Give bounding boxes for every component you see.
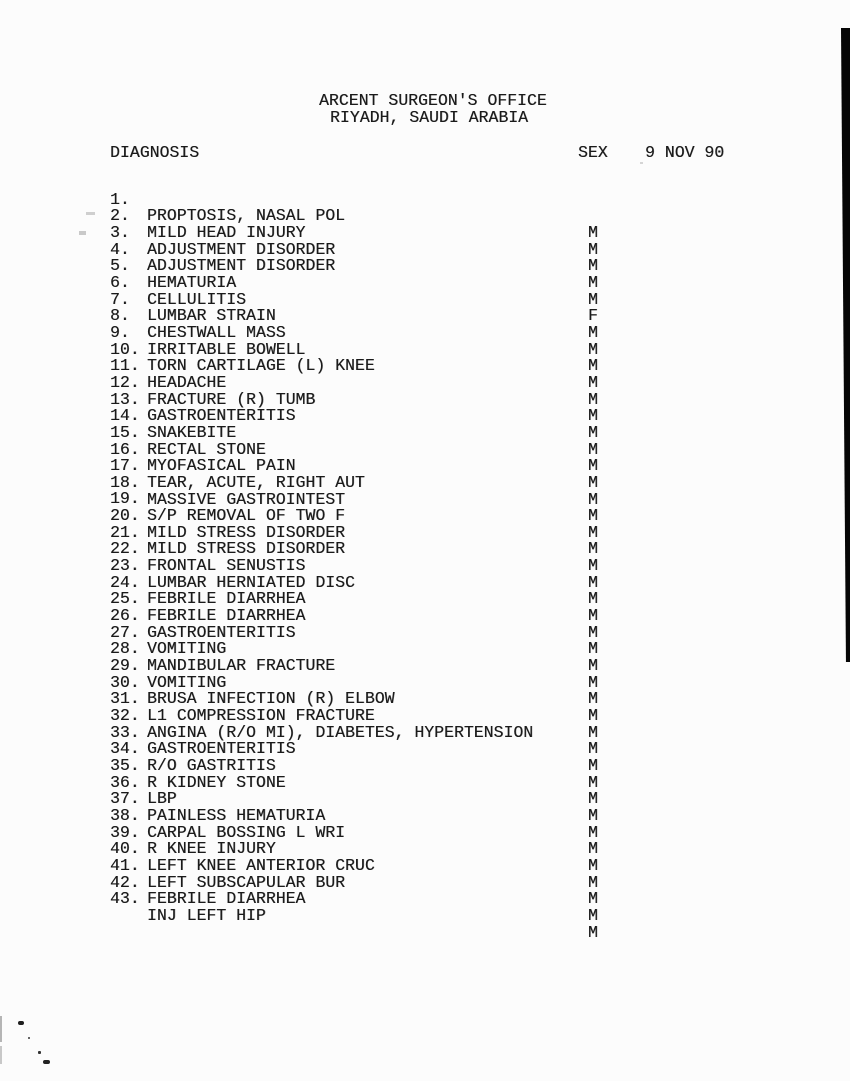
diagnosis-text: INJ LEFT HIP — [147, 905, 266, 925]
sex-value: M — [588, 389, 598, 409]
row-number: 8. — [110, 306, 130, 326]
scan-speck — [28, 1037, 30, 1039]
row-number: 35. — [110, 755, 140, 775]
sex-value: M — [588, 356, 598, 376]
sex-value: M — [588, 439, 598, 459]
row-number: 1. — [110, 189, 130, 209]
sex-value: M — [588, 472, 598, 492]
row-number: 14. — [110, 406, 140, 426]
row-number: 27. — [110, 622, 140, 642]
diagnosis-text: MILD HEAD INJURY — [147, 223, 306, 242]
row-number: 21. — [110, 522, 140, 542]
scan-artifact-bar — [841, 28, 850, 662]
diagnosis-text: ADJUSTMENT DISORDER — [147, 239, 336, 259]
sex-value: M — [588, 622, 598, 642]
sex-value: M — [588, 739, 598, 759]
diagnosis-text: LUMBAR HERNIATED DISC — [147, 572, 355, 592]
row-number: 3. — [110, 222, 130, 242]
diagnosis-text: FEBRILE DIARRHEA — [147, 889, 306, 909]
sex-value: M — [588, 256, 598, 276]
sex-value: M — [588, 722, 598, 742]
diagnosis-text: MILD STRESS DISORDER — [147, 539, 346, 559]
row-number: 10. — [110, 339, 140, 359]
row-number: 40. — [110, 839, 140, 859]
row-number: 25. — [110, 589, 140, 609]
row-number: 15. — [110, 422, 140, 442]
row-number: 7. — [110, 289, 130, 309]
sex-value: M — [588, 406, 598, 426]
diagnosis-text: ADJUSTMENT DISORDER — [147, 256, 336, 276]
row-number: 29. — [110, 656, 140, 676]
sex-value: M — [588, 822, 598, 842]
row-number: 41. — [110, 855, 140, 875]
diagnosis-text: L1 COMPRESSION FRACTURE — [147, 706, 375, 726]
row-number: 31. — [110, 689, 140, 709]
diagnosis-text: GASTROENTERITIS — [147, 406, 296, 426]
sex-value: M — [588, 522, 598, 542]
row-number: 36. — [110, 772, 140, 792]
row-number: 24. — [110, 572, 140, 592]
diagnosis-text: GASTROENTERITIS — [147, 622, 296, 642]
sex-value: M — [588, 572, 598, 592]
diagnosis-text: ANGINA (R/O MI), DIABETES, HYPERTENSION — [147, 722, 534, 742]
diagnosis-text: VOMITING — [147, 639, 227, 659]
column-header-sex: SEX — [578, 143, 608, 162]
sex-value: M — [588, 922, 598, 942]
row-number: 39. — [110, 822, 140, 842]
sex-value: M — [588, 606, 598, 626]
diagnosis-text: MILD STRESS DISORDER — [147, 522, 346, 542]
diagnosis-text: FEBRILE DIARRHEA — [147, 606, 306, 626]
row-number: 13. — [110, 389, 140, 409]
row-number: 11. — [110, 356, 140, 376]
sex-value: M — [588, 456, 598, 476]
row-number: 43. — [110, 889, 140, 909]
sex-value: M — [588, 706, 598, 726]
diagnosis-text: R/O GASTRITIS — [147, 756, 276, 775]
row-number: 26. — [110, 606, 140, 626]
diagnosis-text: S/P REMOVAL OF TWO F — [147, 506, 346, 526]
sex-value: M — [588, 789, 598, 809]
scan-speck — [0, 1016, 2, 1042]
row-number: 12. — [110, 372, 140, 392]
row-number: 37. — [110, 789, 140, 809]
sex-value: M — [588, 656, 598, 676]
row-number: 28. — [110, 639, 140, 659]
row-number: 22. — [110, 539, 140, 559]
scan-speck — [18, 1021, 24, 1025]
diagnosis-text: CELLULITIS — [147, 289, 247, 309]
scan-speck — [43, 1060, 50, 1064]
sex-value: M — [588, 339, 598, 359]
diagnosis-text: MANDIBULAR FRACTURE — [147, 656, 336, 676]
diagnosis-text: RECTAL STONE — [147, 439, 266, 459]
scan-speck — [38, 1051, 41, 1054]
doc-subtitle: RIYADH, SAUDI ARABIA — [330, 108, 529, 127]
sex-value: F — [588, 306, 598, 326]
sex-value: M — [588, 589, 598, 609]
sex-value: M — [588, 289, 598, 309]
diagnosis-text: R KNEE INJURY — [147, 839, 276, 859]
diagnosis-text: MASSIVE GASTROINTEST — [147, 489, 346, 509]
row-number: 33. — [110, 722, 140, 742]
sex-value: M — [588, 322, 598, 342]
sex-value: M — [588, 756, 598, 776]
scan-speck — [86, 212, 95, 215]
sex-value: M — [588, 805, 598, 825]
diagnosis-text: GASTROENTERITIS — [147, 739, 296, 759]
row-number: 30. — [110, 672, 140, 692]
diagnosis-text: CHESTWALL MASS — [147, 322, 286, 342]
diagnosis-text: TEAR, ACUTE, RIGHT AUT — [147, 472, 365, 492]
row-number: 9. — [110, 322, 130, 342]
diagnosis-text: HEADACHE — [147, 372, 227, 392]
sex-value: M — [588, 689, 598, 709]
column-header-diagnosis: DIAGNOSIS — [110, 143, 200, 162]
scan-speck — [0, 1046, 2, 1064]
diagnosis-text: SNAKEBITE — [147, 422, 237, 442]
diagnosis-text: HEMATURIA — [147, 272, 237, 292]
diagnosis-text: LEFT SUBSCAPULAR BUR — [147, 872, 346, 892]
sex-value: M — [588, 223, 598, 243]
row-number: 42. — [110, 872, 140, 892]
sex-value: M — [588, 506, 598, 526]
row-number: 34. — [110, 739, 140, 759]
row-number: 32. — [110, 706, 140, 726]
diagnosis-text: FRONTAL SENUSTIS — [147, 556, 306, 576]
row-number: 6. — [110, 272, 130, 292]
row-number: 5. — [110, 256, 130, 276]
sex-value: M — [588, 556, 598, 576]
row-number: 20. — [110, 506, 140, 526]
sex-value: M — [588, 422, 598, 442]
diagnosis-text: BRUSA INFECTION (R) ELBOW — [147, 689, 395, 709]
diagnosis-text: PROPTOSIS, NASAL POL — [147, 206, 346, 226]
row-number: 17. — [110, 456, 140, 476]
diagnosis-text: TORN CARTILAGE (L) KNEE — [147, 356, 375, 376]
sex-value: M — [588, 872, 598, 892]
diagnosis-text: VOMITING — [147, 672, 227, 692]
sex-value: M — [588, 905, 598, 925]
sex-value: M — [588, 372, 598, 392]
scan-speck — [79, 231, 86, 235]
doc-title: ARCENT SURGEON'S OFFICE — [319, 91, 547, 110]
diagnosis-text: R KIDNEY STONE — [147, 772, 286, 792]
diagnosis-text: MYOFASICAL PAIN — [147, 456, 296, 476]
sex-value: M — [588, 489, 598, 509]
row-number: 16. — [110, 439, 140, 459]
diagnosis-text: PAINLESS HEMATURIA — [147, 805, 326, 825]
row-number: 2. — [110, 206, 130, 226]
diagnosis-text: LEFT KNEE ANTERIOR CRUC — [147, 855, 375, 875]
sex-value: M — [588, 672, 598, 692]
row-number: 19. — [110, 489, 140, 509]
sex-value: M — [588, 239, 598, 259]
sex-value: M — [588, 889, 598, 909]
sex-value: M — [588, 639, 598, 659]
diagnosis-text: FRACTURE (R) TUMB — [147, 389, 316, 409]
diagnosis-list — [110, 175, 820, 942]
sex-value: M — [588, 855, 598, 875]
sex-value: M — [588, 772, 598, 792]
diagnosis-text: CARPAL BOSSING L WRI — [147, 822, 346, 842]
diagnosis-text: IRRITABLE BOWELL — [147, 339, 306, 359]
row-number: 4. — [110, 239, 130, 259]
report-date: 9 NOV 90 — [645, 143, 725, 162]
sex-value: M — [588, 539, 598, 559]
diagnosis-text: LUMBAR STRAIN — [147, 306, 276, 326]
row-number: 18. — [110, 472, 140, 492]
sex-value: M — [588, 272, 598, 292]
diagnosis-text: FEBRILE DIARRHEA — [147, 589, 306, 609]
row-number: 38. — [110, 805, 140, 825]
diagnosis-text: LBP — [147, 789, 177, 809]
row-number: 23. — [110, 556, 140, 576]
sex-value: M — [588, 839, 598, 859]
scan-speck — [640, 162, 643, 164]
